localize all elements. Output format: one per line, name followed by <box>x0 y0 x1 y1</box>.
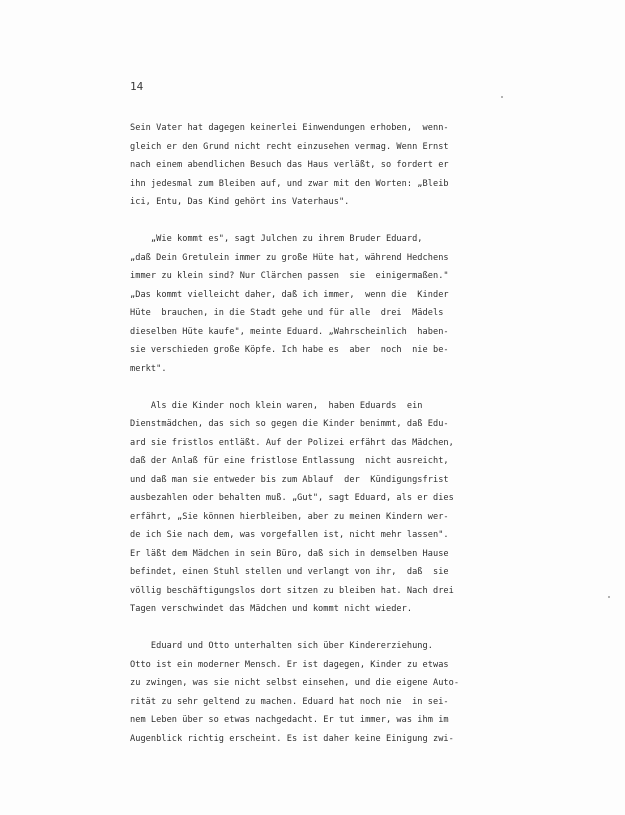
paragraph-1 <box>130 119 520 212</box>
text-line: immer zu klein sind? Nur Clärchen passen sie einigermaßen." <box>130 271 449 281</box>
text-line: Sein Vater hat dagegen keinerlei Einwendungen erhoben, wenn- <box>130 123 449 133</box>
scan-speck <box>608 596 610 598</box>
text-line: de ich Sie nach dem, was vorgefallen ist, nicht mehr lassen". <box>130 530 449 540</box>
page-number: 14 <box>130 80 144 93</box>
scan-speck <box>501 96 503 98</box>
text-line: „daß Dein Gretulein immer zu große Hüte hat, während Hedchens <box>130 252 449 263</box>
text-line: nem Leben über so etwas nachgedacht. Er tut immer, was ihm im <box>130 715 449 725</box>
text-line: Hüte brauchen, in die Stadt gehe und für alle drei Mädels <box>130 308 444 318</box>
text-line: und daß man sie entweder bis zum Ablauf der Kündigungsfrist <box>130 474 449 485</box>
text-line: Augenblick richtig erscheint. Es ist daher keine Einigung zwi- <box>130 733 454 744</box>
paragraph-4 <box>130 637 520 748</box>
text-line: befindet, einen Stuhl stellen und verlangt von ihr, daß sie <box>130 567 449 577</box>
text-line: rität zu sehr geltend zu machen. Eduard hat noch nie in sei- <box>130 696 449 707</box>
text-line: zu zwingen, was sie nicht selbst einsehen, und die eigene Auto- <box>130 678 460 688</box>
text-line: Eduard und Otto unterhalten sich über Kindererziehung. <box>130 641 433 651</box>
text-line: daß der Anlaß für eine fristlose Entlassung nicht ausreicht, <box>130 456 449 466</box>
text-line: „Wie kommt es", sagt Julchen zu ihrem Bruder Eduard, <box>130 234 423 244</box>
text-line: ici, Entu, Das Kind gehört ins Vaterhaus". <box>130 197 350 207</box>
paragraph-3 <box>130 397 520 619</box>
text-line: nach einem abendlichen Besuch das Haus verläßt, so fordert er <box>130 160 449 170</box>
body-text <box>130 119 520 748</box>
text-line: Er läßt dem Mädchen in sein Büro, daß sich in demselben Hause <box>130 548 449 559</box>
text-line: gleich er den Grund nicht recht einzusehen vermag. Wenn Ernst <box>130 141 449 152</box>
text-line: ihn jedesmal zum Bleiben auf, und zwar mit den Worten: „Bleib <box>130 178 449 189</box>
text-line: erfährt, „Sie können hierbleiben, aber zu meinen Kindern wer- <box>130 511 449 522</box>
text-line: Dienstmädchen, das sich so gegen die Kinder benimmt, daß Edu- <box>130 419 449 429</box>
text-line: sie verschieden große Köpfe. Ich habe es aber noch nie be- <box>130 345 449 355</box>
text-line: Als die Kinder noch klein waren, haben Eduards ein <box>130 400 423 411</box>
text-line: völlig beschäftigungslos dort sitzen zu bleiben hat. Nach drei <box>130 585 454 596</box>
text-line: ausbezahlen oder behalten muß. „Gut", sagt Eduard, als er dies <box>130 493 454 503</box>
paragraph-2 <box>130 230 520 378</box>
text-line: „Das kommt vielleicht daher, daß ich immer, wenn die Kinder <box>130 289 449 300</box>
text-line: ard sie fristlos entläßt. Auf der Polizei erfährt das Mädchen, <box>130 437 454 448</box>
text-line: Otto ist ein moderner Mensch. Er ist dagegen, Kinder zu etwas <box>130 659 449 670</box>
text-line: merkt". <box>130 363 167 374</box>
text-line: Tagen verschwindet das Mädchen und kommt nicht wieder. <box>130 604 413 614</box>
text-line: dieselben Hüte kaufe", meinte Eduard. „Wahrscheinlich haben- <box>130 326 449 337</box>
